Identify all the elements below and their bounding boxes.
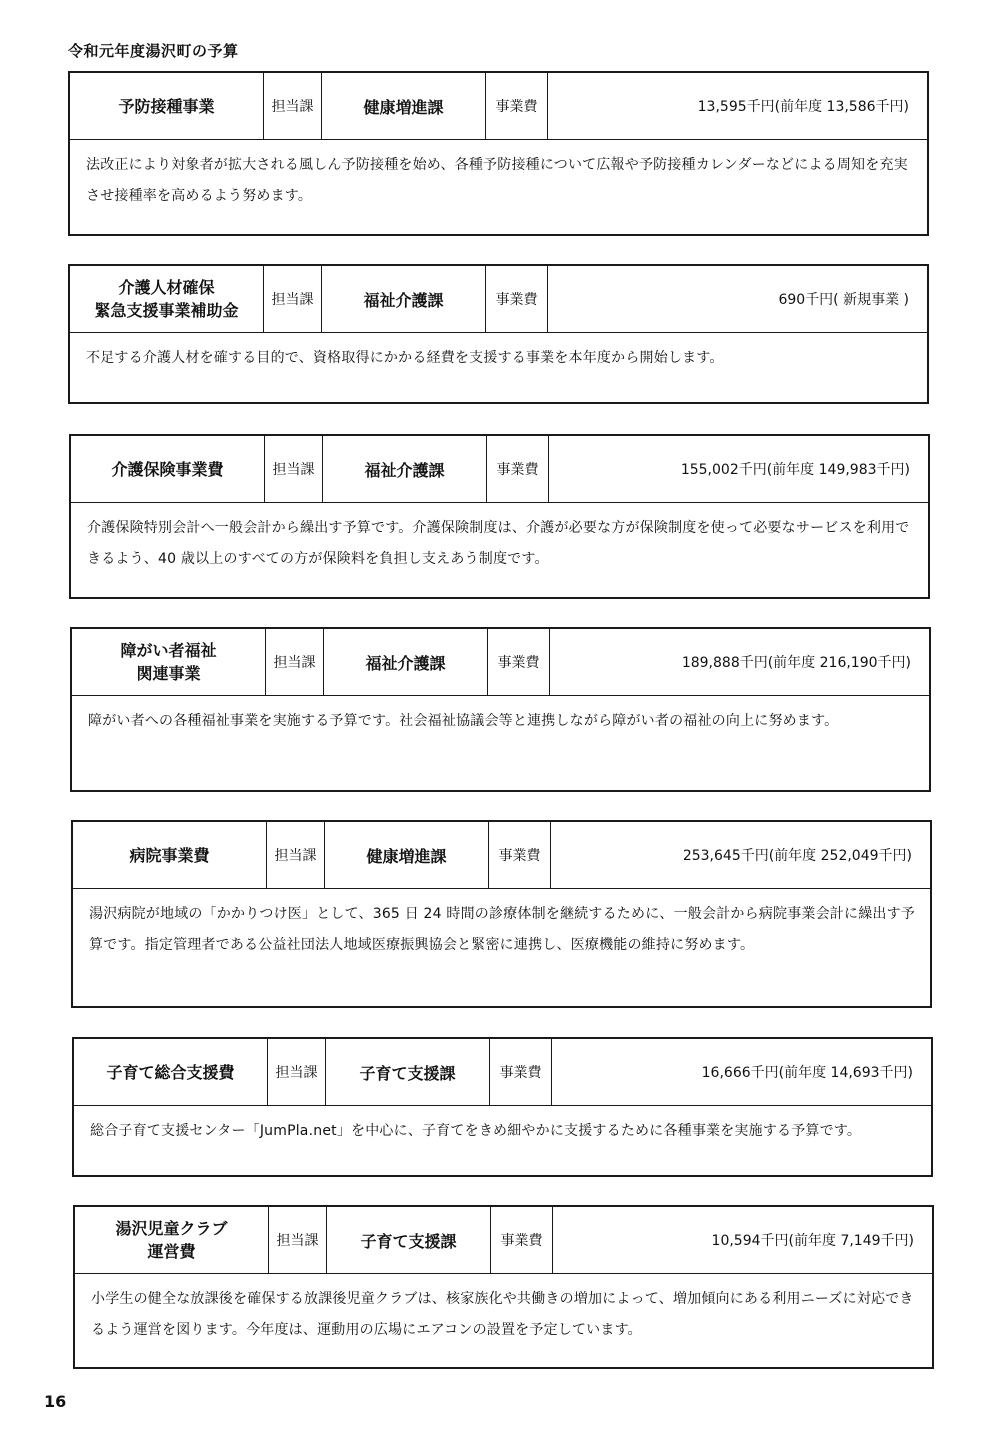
item-name: 子育て総合支援費 [74, 1039, 268, 1105]
item-description: 法改正により対象者が拡大される風しん予防接種を始め、各種予防接種について広報や予防接種カレンダーなどによる周知を充実させ接種率を高めるよう努めます。 [86, 157, 908, 204]
cost-label: 事業費 [488, 629, 550, 695]
item-description: 湯沢病院が地域の「かかりつけ医」として、365 日 24 時間の診療体制を継続するために、一般会計から病院事業会計に繰出す予算です。指定管理者である公益社団法人地域医療振興協会と緊密に連携し、医療機能の維持に努めます。 [89, 906, 916, 953]
cost-amount: 155,002千円(前年度 149,983千円) [680, 462, 910, 478]
department-label: 担当課 [269, 1207, 327, 1273]
department-name: 子育て支援課 [326, 1039, 490, 1105]
department-name: 福祉介護課 [323, 436, 487, 502]
item-name: 介護保険事業費 [71, 436, 265, 502]
budget-item [70, 627, 931, 792]
department-name: 子育て支援課 [327, 1207, 491, 1273]
cost-amount: 10,594千円(前年度 7,149千円) [711, 1233, 914, 1249]
department-name: 健康増進課 [325, 822, 489, 888]
department-label: 担当課 [264, 266, 322, 332]
cost-label: 事業費 [486, 73, 548, 139]
department-name: 健康増進課 [322, 73, 486, 139]
item-name: 予防接種事業 [70, 73, 264, 139]
page-number: 16 [44, 1392, 67, 1411]
cost-label: 事業費 [487, 436, 549, 502]
department-name: 福祉介護課 [324, 629, 488, 695]
department-label: 担当課 [268, 1039, 326, 1105]
item-description: 不足する介護人材を確する目的で、資格取得にかかる経費を支援する事業を本年度から開始します。 [86, 350, 724, 366]
cost-amount: 13,595千円(前年度 13,586千円) [697, 99, 909, 115]
budget-item [68, 71, 929, 236]
item-name: 湯沢児童クラブ 運営費 [75, 1207, 269, 1273]
item-description: 小学生の健全な放課後を確保する放課後児童クラブは、核家族化や共働きの増加によって、増加傾向にある利用ニーズに対応できるよう運営を図ります。今年度は、運動用の広場にエアコンの設置を予定しています。 [91, 1291, 914, 1338]
department-label: 担当課 [267, 822, 325, 888]
item-name: 介護人材確保 緊急支援事業補助金 [70, 266, 264, 332]
budget-item [69, 434, 930, 599]
budget-item [71, 820, 932, 1008]
item-name: 病院事業費 [73, 822, 267, 888]
cost-amount: 690千円( 新規事業 ) [778, 292, 909, 308]
department-name: 福祉介護課 [322, 266, 486, 332]
cost-label: 事業費 [489, 822, 551, 888]
cost-amount: 189,888千円(前年度 216,190千円) [681, 655, 911, 671]
page-title: 令和元年度湯沢町の予算 [68, 42, 239, 60]
budget-item [68, 264, 929, 404]
department-label: 担当課 [264, 73, 322, 139]
item-description: 総合子育て支援センター「JumPla.net」を中心に、子育てをきめ細やかに支援するために各種事業を実施する予算です。 [90, 1123, 862, 1139]
item-description: 障がい者への各種福祉事業を実施する予算です。社会福祉協議会等と連携しながら障がい者の福祉の向上に努めます。 [88, 713, 839, 729]
cost-label: 事業費 [490, 1039, 552, 1105]
cost-label: 事業費 [486, 266, 548, 332]
department-label: 担当課 [266, 629, 324, 695]
item-name: 障がい者福祉 関連事業 [72, 629, 266, 695]
item-description: 介護保険特別会計へ一般会計から繰出す予算です。介護保険制度は、介護が必要な方が保険制度を使って必要なサービスを利用できるよう、40 歳以上のすべての方が保険料を負担し支えあう制度です。 [87, 520, 910, 567]
cost-amount: 16,666千円(前年度 14,693千円) [701, 1065, 913, 1081]
budget-item [72, 1037, 933, 1177]
budget-item [73, 1205, 934, 1369]
cost-amount: 253,645千円(前年度 252,049千円) [682, 848, 912, 864]
department-label: 担当課 [265, 436, 323, 502]
cost-label: 事業費 [491, 1207, 553, 1273]
